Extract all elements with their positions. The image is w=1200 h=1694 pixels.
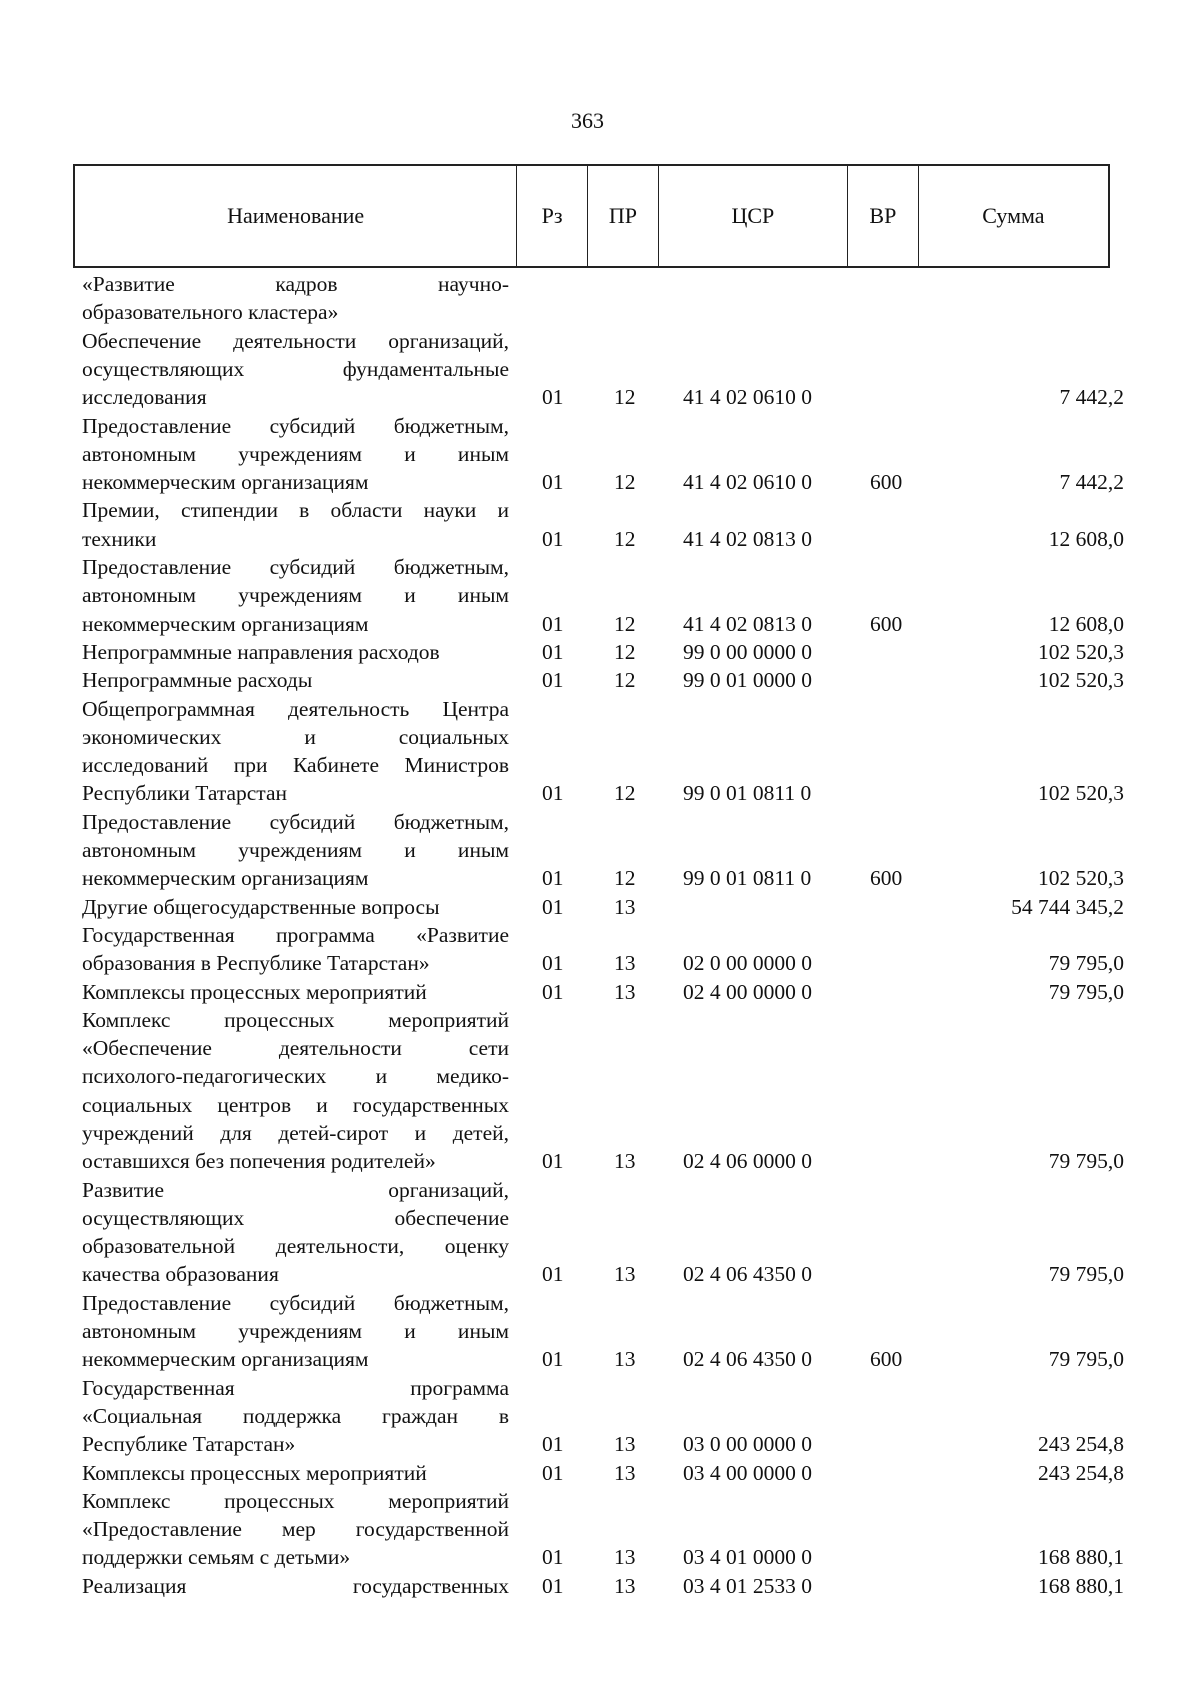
- row-pr: 12: [614, 470, 636, 495]
- page-number: 363: [571, 108, 604, 133]
- row-name-line: исследований при Кабинете Министров: [82, 753, 509, 778]
- row-name-line: Развитие организаций,: [82, 1177, 509, 1202]
- row-name-line: Обеспечение деятельности организаций,: [82, 328, 509, 353]
- row-pr: 13: [614, 1432, 636, 1457]
- row-csr: 41 4 02 0813 0: [683, 611, 812, 636]
- row-csr: 02 4 06 4350 0: [683, 1347, 812, 1372]
- row-name-line: Республике Татарстан»: [82, 1432, 296, 1457]
- row-pr: 13: [614, 1545, 636, 1570]
- row-sum: 12 608,0: [1048, 526, 1124, 551]
- table-row: [0, 666, 1200, 694]
- row-sum: 168 880,1: [1038, 1573, 1124, 1598]
- row-name-line: осуществляющих фундаментальные: [82, 356, 509, 381]
- row-name-line: «Предоставление мер государственной: [82, 1517, 509, 1542]
- row-name-line: Предоставление субсидий бюджетным,: [82, 555, 509, 579]
- row-pr: 12: [614, 781, 636, 806]
- row-name-line: социальных центров и государственных: [82, 1092, 509, 1117]
- row-rz: 01: [542, 951, 564, 976]
- row-vr: 600: [870, 470, 903, 495]
- row-sum: 79 795,0: [1048, 1262, 1124, 1287]
- header-vr: ВР: [848, 166, 919, 266]
- row-vr: 600: [870, 611, 903, 636]
- row-name-line: образовательной деятельности, оценку: [82, 1234, 509, 1259]
- row-csr: 41 4 02 0610 0: [683, 470, 812, 495]
- row-vr: 600: [870, 866, 903, 891]
- row-pr: 12: [614, 668, 636, 693]
- row-name-line: некоммерческим организациям: [82, 866, 369, 891]
- row-rz: 01: [542, 1149, 564, 1174]
- table-row: [0, 1289, 1200, 1374]
- row-csr: 03 4 01 2533 0: [683, 1573, 812, 1598]
- row-name-line: Комплекс процессных мероприятий: [82, 1007, 509, 1032]
- header-sum: Сумма: [982, 203, 1045, 228]
- table-row: [0, 1176, 1200, 1289]
- table-row: [0, 638, 1200, 666]
- row-csr: 03 0 00 0000 0: [683, 1432, 812, 1457]
- row-csr: 99 0 01 0811 0: [683, 866, 812, 891]
- row-name-line: экономических и социальных: [82, 724, 509, 749]
- row-csr: 02 4 06 4350 0: [683, 1262, 812, 1287]
- row-name-line: учреждений для детей-сирот и детей,: [82, 1120, 509, 1145]
- row-rz: 01: [542, 526, 564, 551]
- row-rz: 01: [542, 668, 564, 693]
- table-header: [73, 164, 1110, 268]
- table-row: [0, 412, 1200, 497]
- row-pr: 13: [614, 1262, 636, 1287]
- row-name-line: «Социальная поддержка граждан в: [82, 1403, 509, 1428]
- row-sum: 7 442,2: [1059, 385, 1124, 410]
- row-name-line: Комплекс процессных мероприятий: [82, 1488, 509, 1513]
- row-rz: 01: [542, 1460, 564, 1485]
- row-csr: 99 0 01 0811 0: [683, 781, 812, 806]
- row-name-line: образования в Республике Татарстан»: [82, 951, 430, 976]
- row-name-line: «Развитие кадров научно-: [82, 272, 509, 296]
- row-rz: 01: [542, 979, 564, 1004]
- table-row: [0, 1006, 1200, 1176]
- row-pr: 13: [614, 1347, 636, 1372]
- row-sum: 12 608,0: [1048, 611, 1124, 636]
- row-rz: 01: [542, 781, 564, 806]
- row-name-line: Республики Татарстан: [82, 781, 288, 806]
- row-name-line: Предоставление субсидий бюджетным,: [82, 1290, 509, 1315]
- row-name-line: осуществляющих обеспечение: [82, 1205, 509, 1230]
- row-name-line: Комплексы процессных мероприятий: [82, 1460, 427, 1485]
- row-name-line: Общепрограммная деятельность Центра: [82, 696, 509, 721]
- row-name-line: Государственная программа: [82, 1375, 509, 1400]
- row-rz: 01: [542, 1545, 564, 1570]
- table-row: [0, 695, 1200, 808]
- header-csr: ЦСР: [659, 166, 848, 266]
- row-name-line: Непрограммные расходы: [82, 668, 313, 693]
- row-sum: 168 880,1: [1038, 1545, 1124, 1570]
- row-name-line: автономным учреждениям и иным: [82, 441, 509, 466]
- table-row: [0, 921, 1200, 978]
- header-rz: Рз: [517, 166, 588, 266]
- table-row: [0, 1459, 1200, 1487]
- table-row: [0, 1374, 1200, 1459]
- row-sum: 102 520,3: [1038, 639, 1124, 664]
- header-pr: ПР: [588, 166, 659, 266]
- row-name-line: «Обеспечение деятельности сети: [82, 1036, 509, 1061]
- row-pr: 12: [614, 526, 636, 551]
- table-row: [0, 1572, 1200, 1600]
- row-name-line: некоммерческим организациям: [82, 611, 369, 636]
- row-name-line: Премии, стипендии в области науки и: [82, 498, 509, 523]
- header-name: Наименование: [75, 166, 517, 266]
- row-rz: 01: [542, 866, 564, 891]
- row-sum: 102 520,3: [1038, 866, 1124, 891]
- row-name-line: Государственная программа «Развитие: [82, 922, 509, 947]
- row-name-line: автономным учреждениям и иным: [82, 1319, 509, 1344]
- row-rz: 01: [542, 1347, 564, 1372]
- row-name-line: психолого-педагогических и медико-: [82, 1064, 509, 1089]
- row-name-line: качества образования: [82, 1262, 279, 1287]
- row-csr: 41 4 02 0813 0: [683, 526, 812, 551]
- row-name-line: техники: [82, 526, 157, 551]
- row-pr: 13: [614, 1460, 636, 1485]
- row-csr: 02 0 00 0000 0: [683, 951, 812, 976]
- row-sum: 7 442,2: [1059, 470, 1124, 495]
- table-row: [0, 327, 1200, 412]
- row-name-line: Непрограммные направления расходов: [82, 639, 440, 664]
- row-csr: 02 4 06 0000 0: [683, 1149, 812, 1174]
- row-sum: 243 254,8: [1038, 1460, 1124, 1485]
- row-vr: 600: [870, 1347, 903, 1372]
- row-pr: 13: [614, 894, 636, 919]
- row-rz: 01: [542, 385, 564, 410]
- row-rz: 01: [542, 1573, 564, 1598]
- row-csr: 02 4 00 0000 0: [683, 979, 812, 1004]
- row-rz: 01: [542, 639, 564, 664]
- row-name-line: Предоставление субсидий бюджетным,: [82, 413, 509, 438]
- table-row: [0, 808, 1200, 893]
- row-pr: 12: [614, 385, 636, 410]
- table-row: [0, 893, 1200, 921]
- row-csr: 99 0 01 0000 0: [683, 668, 812, 693]
- row-name-line: автономным учреждениям и иным: [82, 583, 509, 608]
- row-pr: 12: [614, 639, 636, 664]
- row-sum: 54 744 345,2: [1011, 894, 1124, 919]
- row-csr: 03 4 00 0000 0: [683, 1460, 812, 1485]
- row-name-line: поддержки семьям с детьми»: [82, 1545, 351, 1570]
- row-sum: 79 795,0: [1048, 1347, 1124, 1372]
- row-rz: 01: [542, 1262, 564, 1287]
- row-name-line: Другие общегосударственные вопросы: [82, 894, 440, 919]
- row-rz: 01: [542, 470, 564, 495]
- row-pr: 12: [614, 866, 636, 891]
- table-row: [0, 1487, 1200, 1572]
- row-name-line: оставшихся без попечения родителей»: [82, 1149, 436, 1174]
- row-sum: 79 795,0: [1048, 979, 1124, 1004]
- row-pr: 12: [614, 611, 636, 636]
- row-sum: 79 795,0: [1048, 1149, 1124, 1174]
- row-csr: 41 4 02 0610 0: [683, 385, 812, 410]
- table-row: [0, 496, 1200, 553]
- row-name-line: некоммерческим организациям: [82, 470, 369, 495]
- table-row: [0, 270, 1200, 327]
- row-sum: 102 520,3: [1038, 668, 1124, 693]
- row-sum: 102 520,3: [1038, 781, 1124, 806]
- table-row: [0, 553, 1200, 638]
- row-name-line: автономным учреждениям и иным: [82, 837, 509, 862]
- row-name-line: некоммерческим организациям: [82, 1347, 369, 1372]
- row-pr: 13: [614, 951, 636, 976]
- row-csr: 03 4 01 0000 0: [683, 1545, 812, 1570]
- row-sum: 79 795,0: [1048, 951, 1124, 976]
- row-name-line: Реализация государственных: [82, 1573, 509, 1598]
- row-pr: 13: [614, 1149, 636, 1174]
- row-csr: 99 0 00 0000 0: [683, 639, 812, 664]
- row-name-line: Предоставление субсидий бюджетным,: [82, 809, 509, 834]
- row-name-line: Комплексы процессных мероприятий: [82, 979, 427, 1004]
- row-rz: 01: [542, 894, 564, 919]
- table-row: [0, 978, 1200, 1006]
- row-rz: 01: [542, 611, 564, 636]
- row-pr: 13: [614, 1573, 636, 1598]
- row-name-line: образовательного кластера»: [82, 300, 339, 325]
- row-pr: 13: [614, 979, 636, 1004]
- row-name-line: исследования: [82, 385, 207, 410]
- row-rz: 01: [542, 1432, 564, 1457]
- row-sum: 243 254,8: [1038, 1432, 1124, 1457]
